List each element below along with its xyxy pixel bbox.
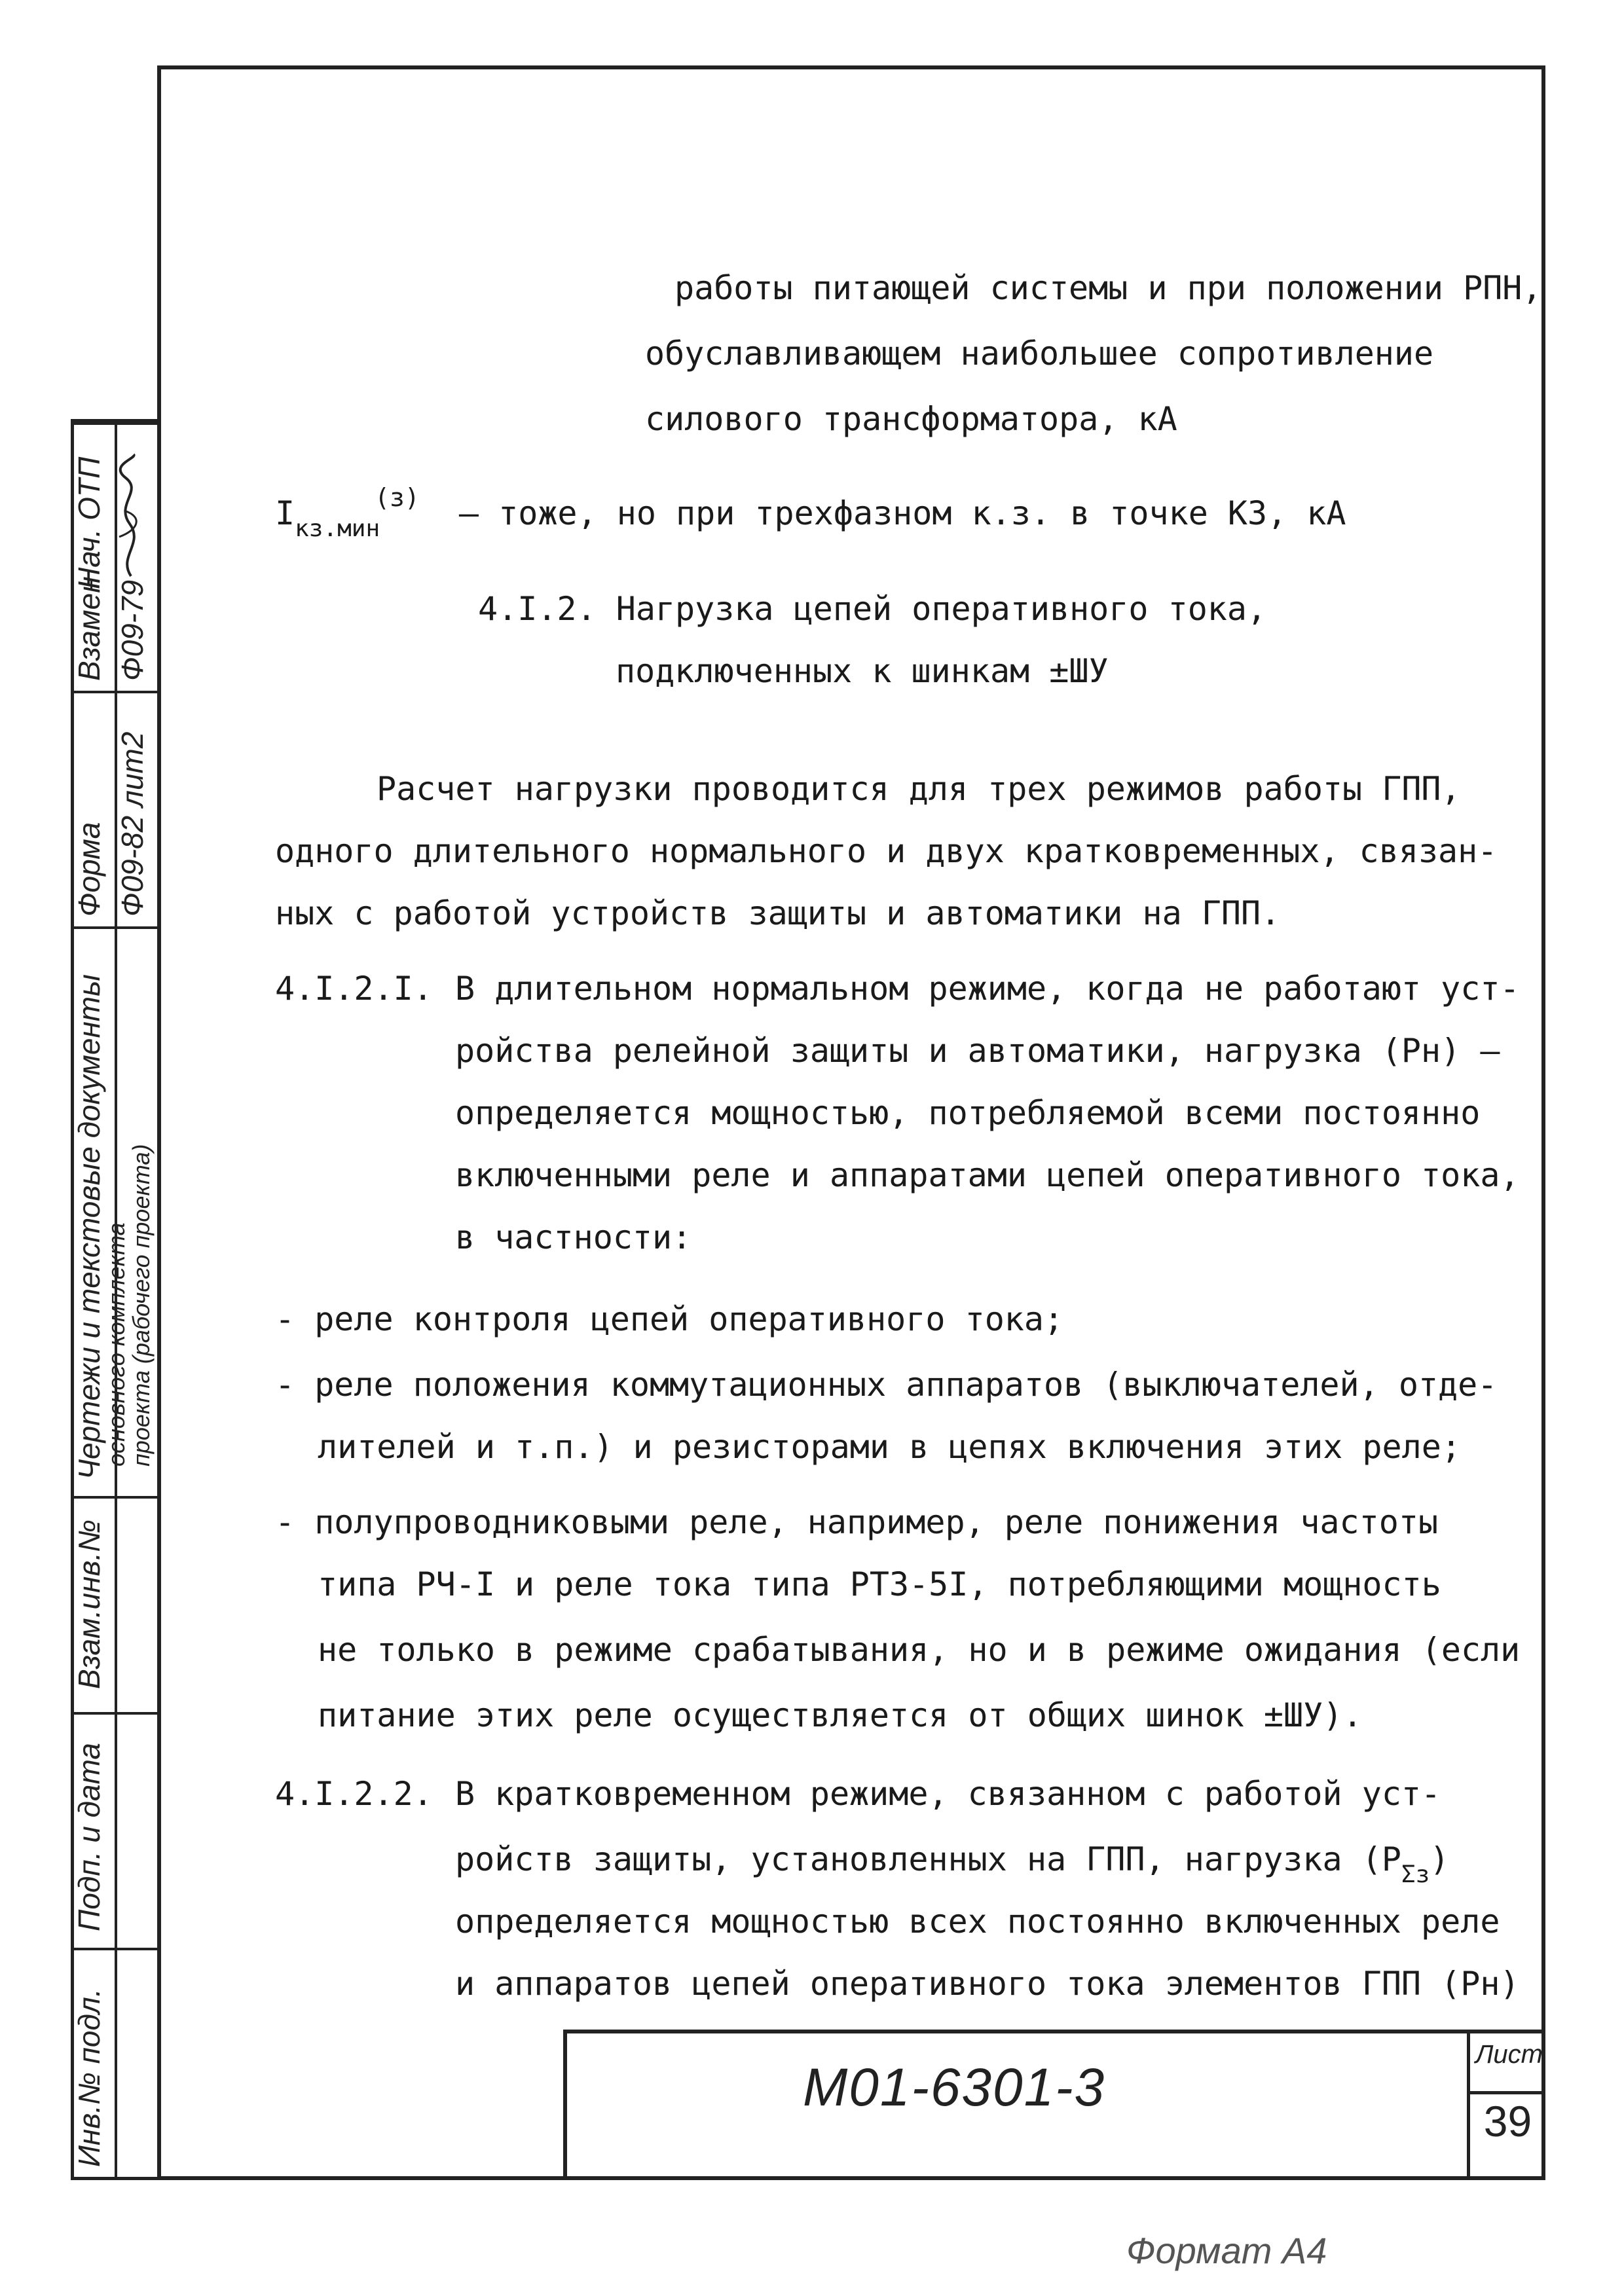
formula-subscript: кз.мин — [295, 515, 380, 542]
text-line — [455, 1840, 1449, 1895]
signature-mark — [111, 452, 153, 583]
sheet-cell — [1467, 2033, 1545, 2180]
list-item: - реле контроля цепей оперативного тока; — [275, 1300, 1064, 1338]
text-line: и аппаратов цепей оперативного тока элементов ГПП (Рн) — [455, 1965, 1520, 2003]
list-item-cont: типа РЧ-I и реле тока типа РТЗ-5I, потребляющими мощность — [318, 1565, 1441, 1603]
section-title: подключенных к шинкам ±ШУ — [616, 652, 1109, 690]
side-label-head: Нач. ОТП — [72, 456, 106, 589]
text-line: В длительном нормальном режиме, когда не работают уст- — [455, 970, 1520, 1008]
side-label-drawings-sub1: основного комплекта — [103, 1222, 130, 1467]
side-label-inv-orig: Инв.№ подл. — [72, 1988, 106, 2167]
list-item-cont: не только в режиме срабатывания, но и в режиме ожидания (если — [318, 1631, 1521, 1669]
side-label-replace-value: Ф09-79 — [115, 579, 149, 681]
formula-text: – тоже, но при трехфазном к.з. в точке КЗ, кА — [458, 494, 1346, 532]
title-block — [563, 2030, 1545, 2180]
text-line: обуславливающем наибольшее сопротивление — [645, 335, 1434, 373]
text-line: включенными реле и аппаратами цепей оперативного тока, — [455, 1156, 1520, 1194]
formula-line — [275, 478, 1346, 549]
side-label-replace: Взамен — [72, 576, 106, 681]
side-stamp-rule — [74, 926, 157, 929]
text-line: В кратковременном режиме, связанном с работой уст- — [455, 1775, 1441, 1813]
side-label-form: Форма — [72, 822, 106, 917]
sheet-number: 39 — [1483, 2097, 1532, 2145]
side-label-drawings-title: Чертежи и текстовые документы — [72, 974, 106, 1480]
list-item: - полупроводниковыми реле, например, реле понижения частоты — [275, 1503, 1439, 1541]
side-stamp-rule — [74, 1496, 157, 1499]
text-line: Расчет нагрузки проводится для трех режимов работы ГПП, — [377, 770, 1461, 808]
text-line: ройства релейной защиты и автоматики, нагрузка (Рн) – — [455, 1032, 1500, 1070]
side-stamp-rule — [74, 1712, 157, 1715]
sheet-divider — [1470, 2091, 1545, 2094]
text-line: одного длительного нормального и двух кратковременных, связан- — [275, 832, 1498, 870]
side-stamp-rule — [74, 422, 157, 425]
text-line: силового трансформатора, кА — [645, 400, 1177, 438]
side-label-sign-date: Подп. и дата — [72, 1743, 106, 1931]
text-subscript: Σз — [1401, 1861, 1430, 1888]
section-title: 4.I.2. Нагрузка цепей оперативного тока, — [478, 590, 1267, 628]
side-label-drawings-sub2: проекта (рабочего проекта) — [128, 1144, 155, 1467]
side-stamp-rule — [74, 1948, 157, 1950]
text-line: ных с работой устройств защиты и автоматики на ГПП. — [275, 894, 1281, 932]
list-item: - реле положения коммутационных аппаратов (выключателей, отде- — [275, 1366, 1498, 1404]
paragraph-number: 4.I.2.I. — [275, 970, 433, 1008]
side-label-replace-inv: Взам.инв.№ — [72, 1520, 106, 1689]
side-label-form-value: Ф09-82 лит2 — [115, 731, 149, 917]
list-item-cont: лителей и т.п.) и резисторами в цепях включения этих реле; — [318, 1428, 1461, 1466]
document-code: М01-6301-3 — [803, 2058, 1106, 2117]
format-note: Формат А4 — [1126, 2230, 1327, 2271]
list-item-cont: питание этих реле осуществляется от общих шинок ±ШУ). — [318, 1696, 1363, 1734]
text-line: работы питающей системы и при положении РПН, — [674, 269, 1542, 307]
formula-superscript: (з) — [375, 483, 420, 512]
paragraph-number: 4.I.2.2. — [275, 1775, 433, 1813]
text-line: определяется мощностью всех постоянно включенных реле — [455, 1903, 1500, 1941]
text-segment: ) — [1430, 1840, 1450, 1878]
formula-symbol: I — [275, 494, 295, 532]
text-segment: ройств защиты, установленных на ГПП, нагрузка (Р — [455, 1840, 1401, 1878]
text-line: в частности: — [455, 1218, 692, 1256]
side-stamp-rule — [74, 691, 157, 693]
text-line: определяется мощностью, потребляемой всеми постоянно — [455, 1094, 1481, 1132]
sheet-label: Лист — [1475, 2040, 1543, 2069]
